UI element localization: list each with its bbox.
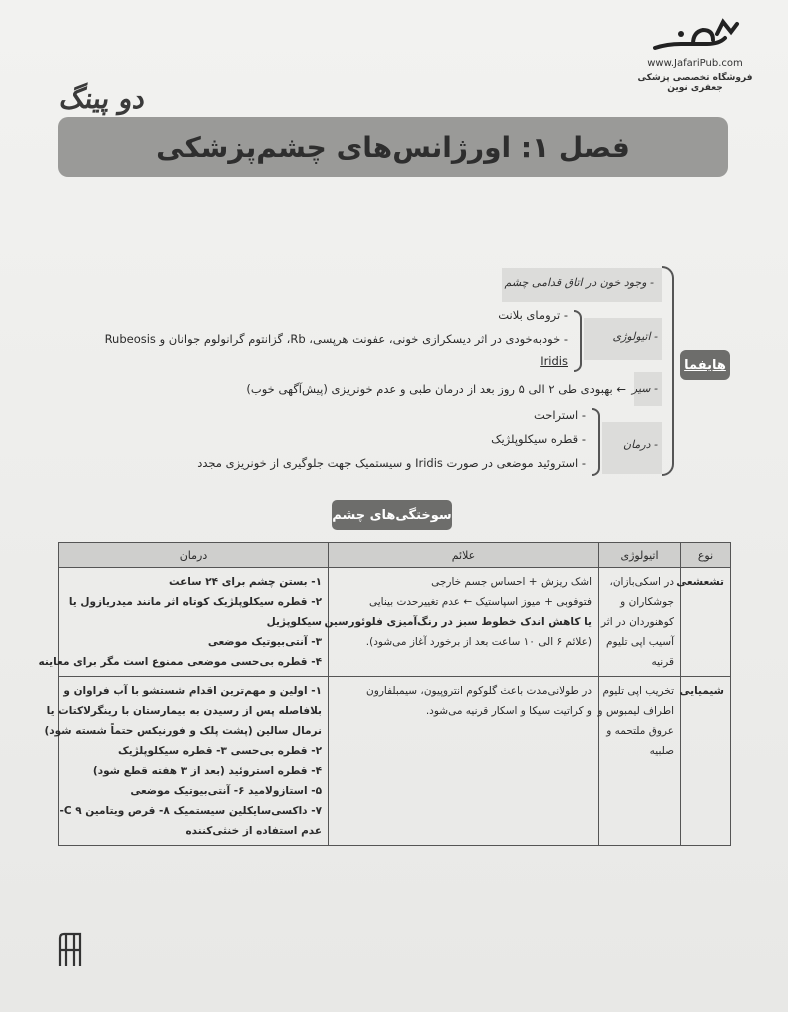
cell-line: ۳- آنتی‌بیوتیک موضعی <box>207 636 322 648</box>
cell-line: عدم استفاده از خنثی‌کننده <box>185 825 322 837</box>
cell-line: یا کاهش اندک خطوط سبز در رنگ‌آمیزی فلوئورسین <box>324 616 592 628</box>
publisher-watermark <box>630 14 760 93</box>
cell-line: قرنیه <box>651 656 674 668</box>
row-signs <box>329 677 599 846</box>
treatment-brace <box>592 408 600 476</box>
cell-line: نرمال سالین (پشت پلک و فورنیکس حتماً شسته شود) <box>44 725 322 737</box>
cell-line: ۲- قطره سیکلوپلژیک کوتاه اثر مانند میدریازول یا <box>68 596 322 608</box>
cell-line: ۲- قطره بی‌حسی ۳- قطره سیکلوپلژیک <box>118 745 322 757</box>
cell-line: (علائم ۶ الی ۱۰ ساعت بعد از برخورد آغاز می‌شود). <box>365 636 592 648</box>
header-etiology: اتیولوژی <box>599 543 681 568</box>
cell-line: ۷- داکسی‌سایکلین سیستمیک ۸- قرص ویتامین C ۹- <box>59 805 322 817</box>
cell-line: اشک ریزش + احساس جسم خارجی <box>431 576 592 588</box>
cell-line: بلافاصله پس از رسیدن به بیمارستان با رینگرلاکتات یا <box>46 705 322 717</box>
etiology-brace <box>574 310 582 372</box>
eye-burns-table <box>38 542 731 846</box>
row-type: تشعشعی <box>681 568 731 677</box>
table-header-row <box>59 543 731 568</box>
treatment-item-1: - استراحت <box>533 408 586 422</box>
cell-line: ۴- قطره بی‌حسی موضعی ممنوع است مگر برای معاینه <box>38 656 322 668</box>
etiology-item-3: Iridis <box>540 354 568 368</box>
treatment-item-3: - استروئید موضعی در صورت Iridis و سیستمیک جهت جلوگیری از خونریزی مجدد <box>197 456 586 470</box>
page-marker-icon <box>56 930 86 970</box>
burns-section-title: سوختگی‌های چشم <box>332 500 452 530</box>
cell-line: در طولانی‌مدت باعث گلوکوم انتروپیون، سیمبلفارون <box>366 685 592 697</box>
watermark-url: www.JafariPub.com <box>647 58 743 69</box>
etiology-item-1: - تروما‌ی بلانت <box>498 308 568 322</box>
publisher-logo-icon <box>647 14 743 56</box>
cell-line: آسیب اپی تلیوم <box>606 636 674 648</box>
cell-line: کوهنوردان در اثر <box>601 616 674 628</box>
cell-line: جوشکاران و <box>620 596 674 608</box>
chapter-title: فصل ۱: اورژانس‌های چشم‌پزشکی <box>156 130 630 164</box>
chapter-header <box>58 117 728 177</box>
course-label: - سیر <box>631 382 658 395</box>
brand-logo: دو پینگ <box>57 82 148 115</box>
cell-line: اطراف لیمبوس و <box>597 705 674 717</box>
header-type: نوع <box>681 543 731 568</box>
course-text: ← بهبودی طی ۲ الی ۵ روز بعد از درمان طبی و عدم خونریزی (پیش‌آگهی خوب) <box>246 382 626 396</box>
etiology-label: - اتیولوژی <box>612 330 658 343</box>
cell-line: ۱- اولین و مهم‌ترین اقدام شستشو با آب فراوان و <box>63 685 322 697</box>
cell-line: صلبیه <box>649 745 674 757</box>
row-etiology <box>599 568 681 677</box>
cell-line: و کراتیت سیکا و اسکار قرنیه می‌شود. <box>425 705 592 717</box>
hyphema-definition: - وجود خون در اتاق قدامی چشم <box>504 276 654 289</box>
cell-line: ۱- بستن چشم برای ۲۴ ساعت <box>169 576 322 588</box>
cell-line: ۴- قطره استروئید (بعد از ۳ هفته قطع شود) <box>92 765 322 777</box>
hyphema-badge: هایفما <box>680 350 730 380</box>
etiology-item-2: - خودبه‌خودی در اثر دیسکرازی خونی، عفونت هرپسی، Rb، گزانتوم گرانولوم جوانان و Rubeosis <box>104 332 568 346</box>
table-row <box>59 568 731 677</box>
cell-line: فتوفوبی + میوز اسپاستیک ← عدم تغییرحدت بینایی <box>368 596 592 608</box>
row-treatment <box>38 568 329 677</box>
treatment-label: - درمان <box>623 438 658 451</box>
row-signs <box>324 568 599 677</box>
treatment-item-2: - قطره سیکلوپلژیک <box>491 432 586 446</box>
hyphema-section <box>60 260 730 480</box>
row-type: شیمیایی <box>681 677 731 846</box>
cell-line: عروق ملتحمه و <box>606 725 674 737</box>
watermark-shop: فروشگاه تخصصی پزشکی جعفری نوین <box>637 73 753 93</box>
row-etiology <box>599 677 681 846</box>
main-brace <box>662 266 674 476</box>
header-signs: علائم <box>329 543 599 568</box>
cell-line: ۵- استازولامید ۶- آنتی‌بیوتیک موضعی <box>130 785 322 797</box>
header-treatment: درمان <box>59 543 329 568</box>
table-row <box>59 677 731 846</box>
row-treatment <box>44 677 329 846</box>
cell-line: تخریب اپی تلیوم <box>602 685 674 697</box>
cell-line: در اسکی‌بازان، <box>609 576 674 588</box>
cell-line: سیکلوپژیل <box>266 616 322 628</box>
